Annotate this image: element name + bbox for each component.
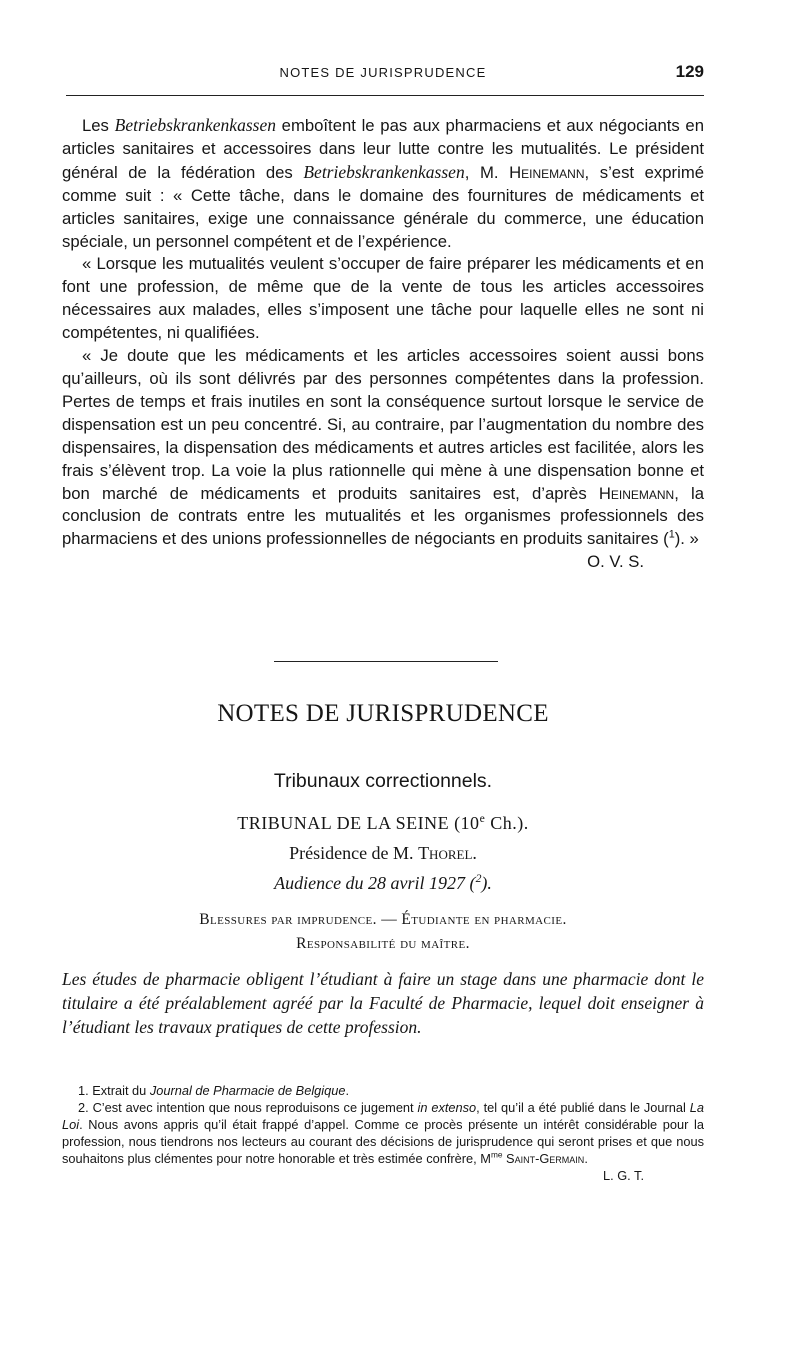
- audience-line: [62, 873, 704, 894]
- text-run: ).: [481, 873, 492, 893]
- person-name: Heinemann: [598, 483, 675, 503]
- subject-line: Blessures par imprudence. — Étudiante en pharmacie.: [199, 911, 567, 928]
- text-run: 2. C’est avec intention que nous reproduisons ce jugement: [78, 1100, 418, 1115]
- italic-term: La Loi: [62, 1100, 704, 1132]
- italic-term: Journal de Pharmacie de Belgique: [149, 1083, 346, 1098]
- text-run: .: [345, 1083, 350, 1098]
- footnote-ref[interactable]: 1: [668, 528, 675, 541]
- text-run: .: [584, 1151, 588, 1166]
- text-run: , s’est exprimé comme suit : « Cette tâche, dans le domaine des fournitures de médicaments et articles sanitaires, exige une connaissance générale du commerce, une éducation spéciale, un personnel compétent et de l’expérience.: [62, 162, 705, 251]
- ordinal-sup: e: [479, 812, 486, 825]
- subject-line: Responsabilité du maître.: [296, 935, 470, 952]
- title-sup: me: [490, 1149, 503, 1160]
- author-signature: O. V. S.: [587, 552, 644, 572]
- paragraph-3: [62, 345, 704, 572]
- text-run: « Je doute que les médicaments et les articles accessoires soient aussi bons qu’ailleurs, où ils sont délivrés par des personnes compétentes dans la profession. Pertes de temps et frais inutiles en sont la conséquence surtout lorsque le service de dispensation est un peu concentré. Si, au contraire, par l’augmentation du nombre des dispensaires, la dispensation des médicaments et autres articles est facilitée, alors les frais s’élèvent trop. La voie la plus rationnelle qui mène à une dispensation bonne et bon marché de médicaments et produits sanitaires est, d’après: [62, 346, 704, 503]
- running-title: NOTES DE JURISPRUDENCE: [279, 65, 487, 80]
- article-body: [62, 114, 704, 574]
- footnote-1: [62, 1082, 704, 1099]
- italic-term: Betriebskrankenkassen: [303, 161, 465, 182]
- text-run: Les: [82, 116, 115, 135]
- case-summary: Les études de pharmacie obligent l’étudiant à faire un stage dans une pharmacie dont le titulaire a été préalablement agréé par la Faculté de Pharmacie, lequel doit enseigner à l’étudiant les travaux pratiques de cette profession.: [62, 969, 704, 1037]
- text-run: 1. Extrait du: [78, 1083, 150, 1098]
- footnotes: [62, 1082, 704, 1184]
- section-separator: [274, 661, 498, 662]
- text-run: Audience du 28 avril 1927 (: [274, 873, 476, 893]
- text-run: Présidence de M.: [289, 843, 419, 863]
- footnote-signature: L. G. T.: [602, 1168, 644, 1183]
- text-run: emboîtent le pas aux pharmaciens et aux négociants en articles sanitaires et accessoires dans leur lutte contre les mutualités. Le président général de la fédération des: [62, 116, 704, 182]
- italic-term: Betriebskrankenkassen: [114, 115, 276, 135]
- court-chamber: Ch.).: [485, 813, 529, 833]
- text-run: , M.: [464, 162, 510, 182]
- journal-page: [62, 0, 704, 1364]
- page-number: 129: [675, 62, 704, 81]
- paragraph-2: « Lorsque les mutualités veulent s’occuper de faire préparer les médicaments et en font une profession, de même que de la vente de tous les articles accessoires nécessaires aux malades, elles s’imposent une tâche pour laquelle elles ne sont ni compétentes, ni qualifiées.: [62, 254, 704, 343]
- footnote-2: [62, 1099, 704, 1183]
- text-run: ). »: [674, 529, 699, 549]
- italic-term: in extenso: [417, 1100, 477, 1115]
- header-rule: [66, 95, 704, 96]
- court-heading: [62, 813, 704, 834]
- text-run: , la conclusion de contrats entre les mutualités et les organismes professionnels des pharmaciens et des unions professionnelles de négociants en produits sanitaires (: [62, 483, 704, 549]
- person-name: Thorel: [418, 843, 473, 863]
- running-head: [62, 62, 704, 84]
- text-run: , tel qu’il a été publié dans le Journal: [476, 1100, 690, 1115]
- tribunal-heading: Tribunaux correctionnels.: [273, 770, 493, 792]
- section-title: NOTES DE JURISPRUDENCE: [217, 700, 549, 727]
- text-run: . Nous avons appris qu’il était frappé d’appel. Comme ce procès présente un intérêt considérable pour la profession, nous tiendrons nos lecteurs au courant des décisions de jurisprudence qui seront prises et que nous souhaitons plus clémentes pour notre honorable et très estimée confrère, M: [62, 1117, 704, 1166]
- person-name: Saint-Germain: [502, 1151, 585, 1166]
- person-name: Heinemann: [509, 162, 585, 182]
- court-name: TRIBUNAL DE LA SEINE (10: [237, 813, 480, 833]
- text-run: .: [472, 843, 477, 863]
- paragraph-1: [62, 114, 704, 253]
- footnote-ref[interactable]: 2: [475, 872, 482, 885]
- presidence-line: [62, 843, 704, 864]
- case-subject: [62, 908, 704, 956]
